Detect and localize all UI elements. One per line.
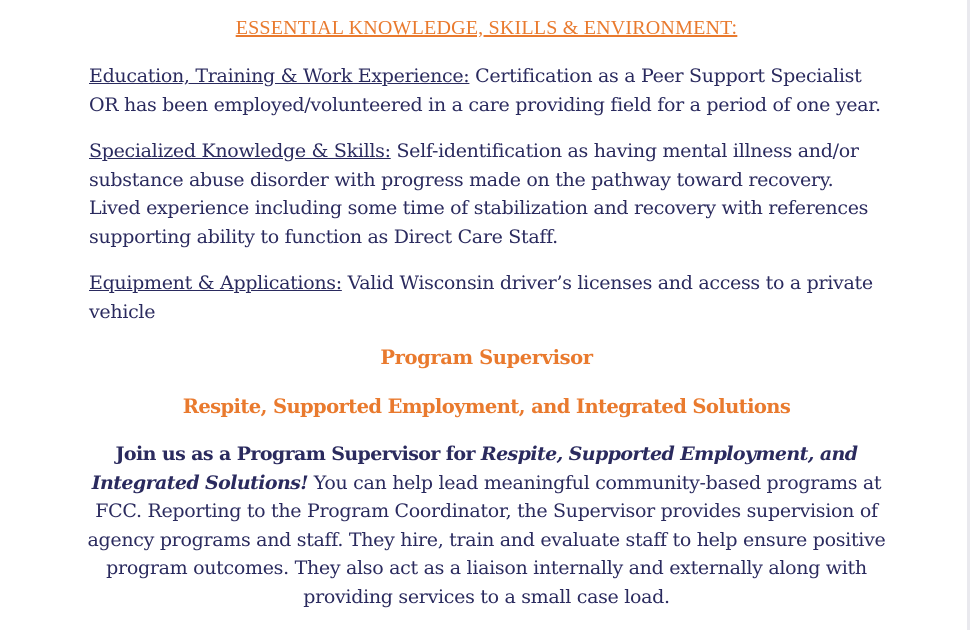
program-intro-body: You can help lead meaningful community-based programs at FCC. Reporting to the Program Coordinator, the Supervisor provides supervision of agency programs and staff. They hire, train and evaluate staff to help ensure positive program outcomes. They also act as a liaison internally and externally along with providing services to a small case load. [87, 471, 886, 608]
program-intro-lead-italic: Respite, Supported Employment, and Integrated Solutions! [91, 443, 858, 494]
requirement-label: Equipment & Applications: [89, 272, 342, 294]
requirement-text: Valid Wisconsin driver’s licenses and access to a private vehicle [89, 272, 873, 323]
requirement-equipment [89, 269, 884, 326]
program-intro-lead: Join us as a Program Supervisor for [115, 443, 481, 465]
requirement-knowledge-skills [89, 137, 884, 251]
program-subtitle: Respite, Supported Employment, and Integrated Solutions [182, 395, 791, 418]
requirement-text: Certification as a Peer Support Specialist OR has been employed/volunteered in a care providing field for a period of one year. [89, 65, 881, 116]
job-description-content [89, 14, 884, 611]
program-intro [79, 440, 894, 611]
requirement-education [89, 62, 884, 119]
requirement-text: Self-identification as having mental illness and/or substance abuse disorder with progress made on the pathway toward recovery. Lived experience including some time of stabilization and recovery with references supporting ability to function as Direct Care Staff. [89, 140, 869, 248]
program-title: Program Supervisor [380, 346, 593, 369]
requirement-label: Specialized Knowledge & Skills: [89, 140, 391, 162]
section-heading: ESSENTIAL KNOWLEDGE, SKILLS & ENVIRONMENT: [235, 17, 738, 39]
requirement-label: Education, Training & Work Experience: [89, 65, 470, 87]
